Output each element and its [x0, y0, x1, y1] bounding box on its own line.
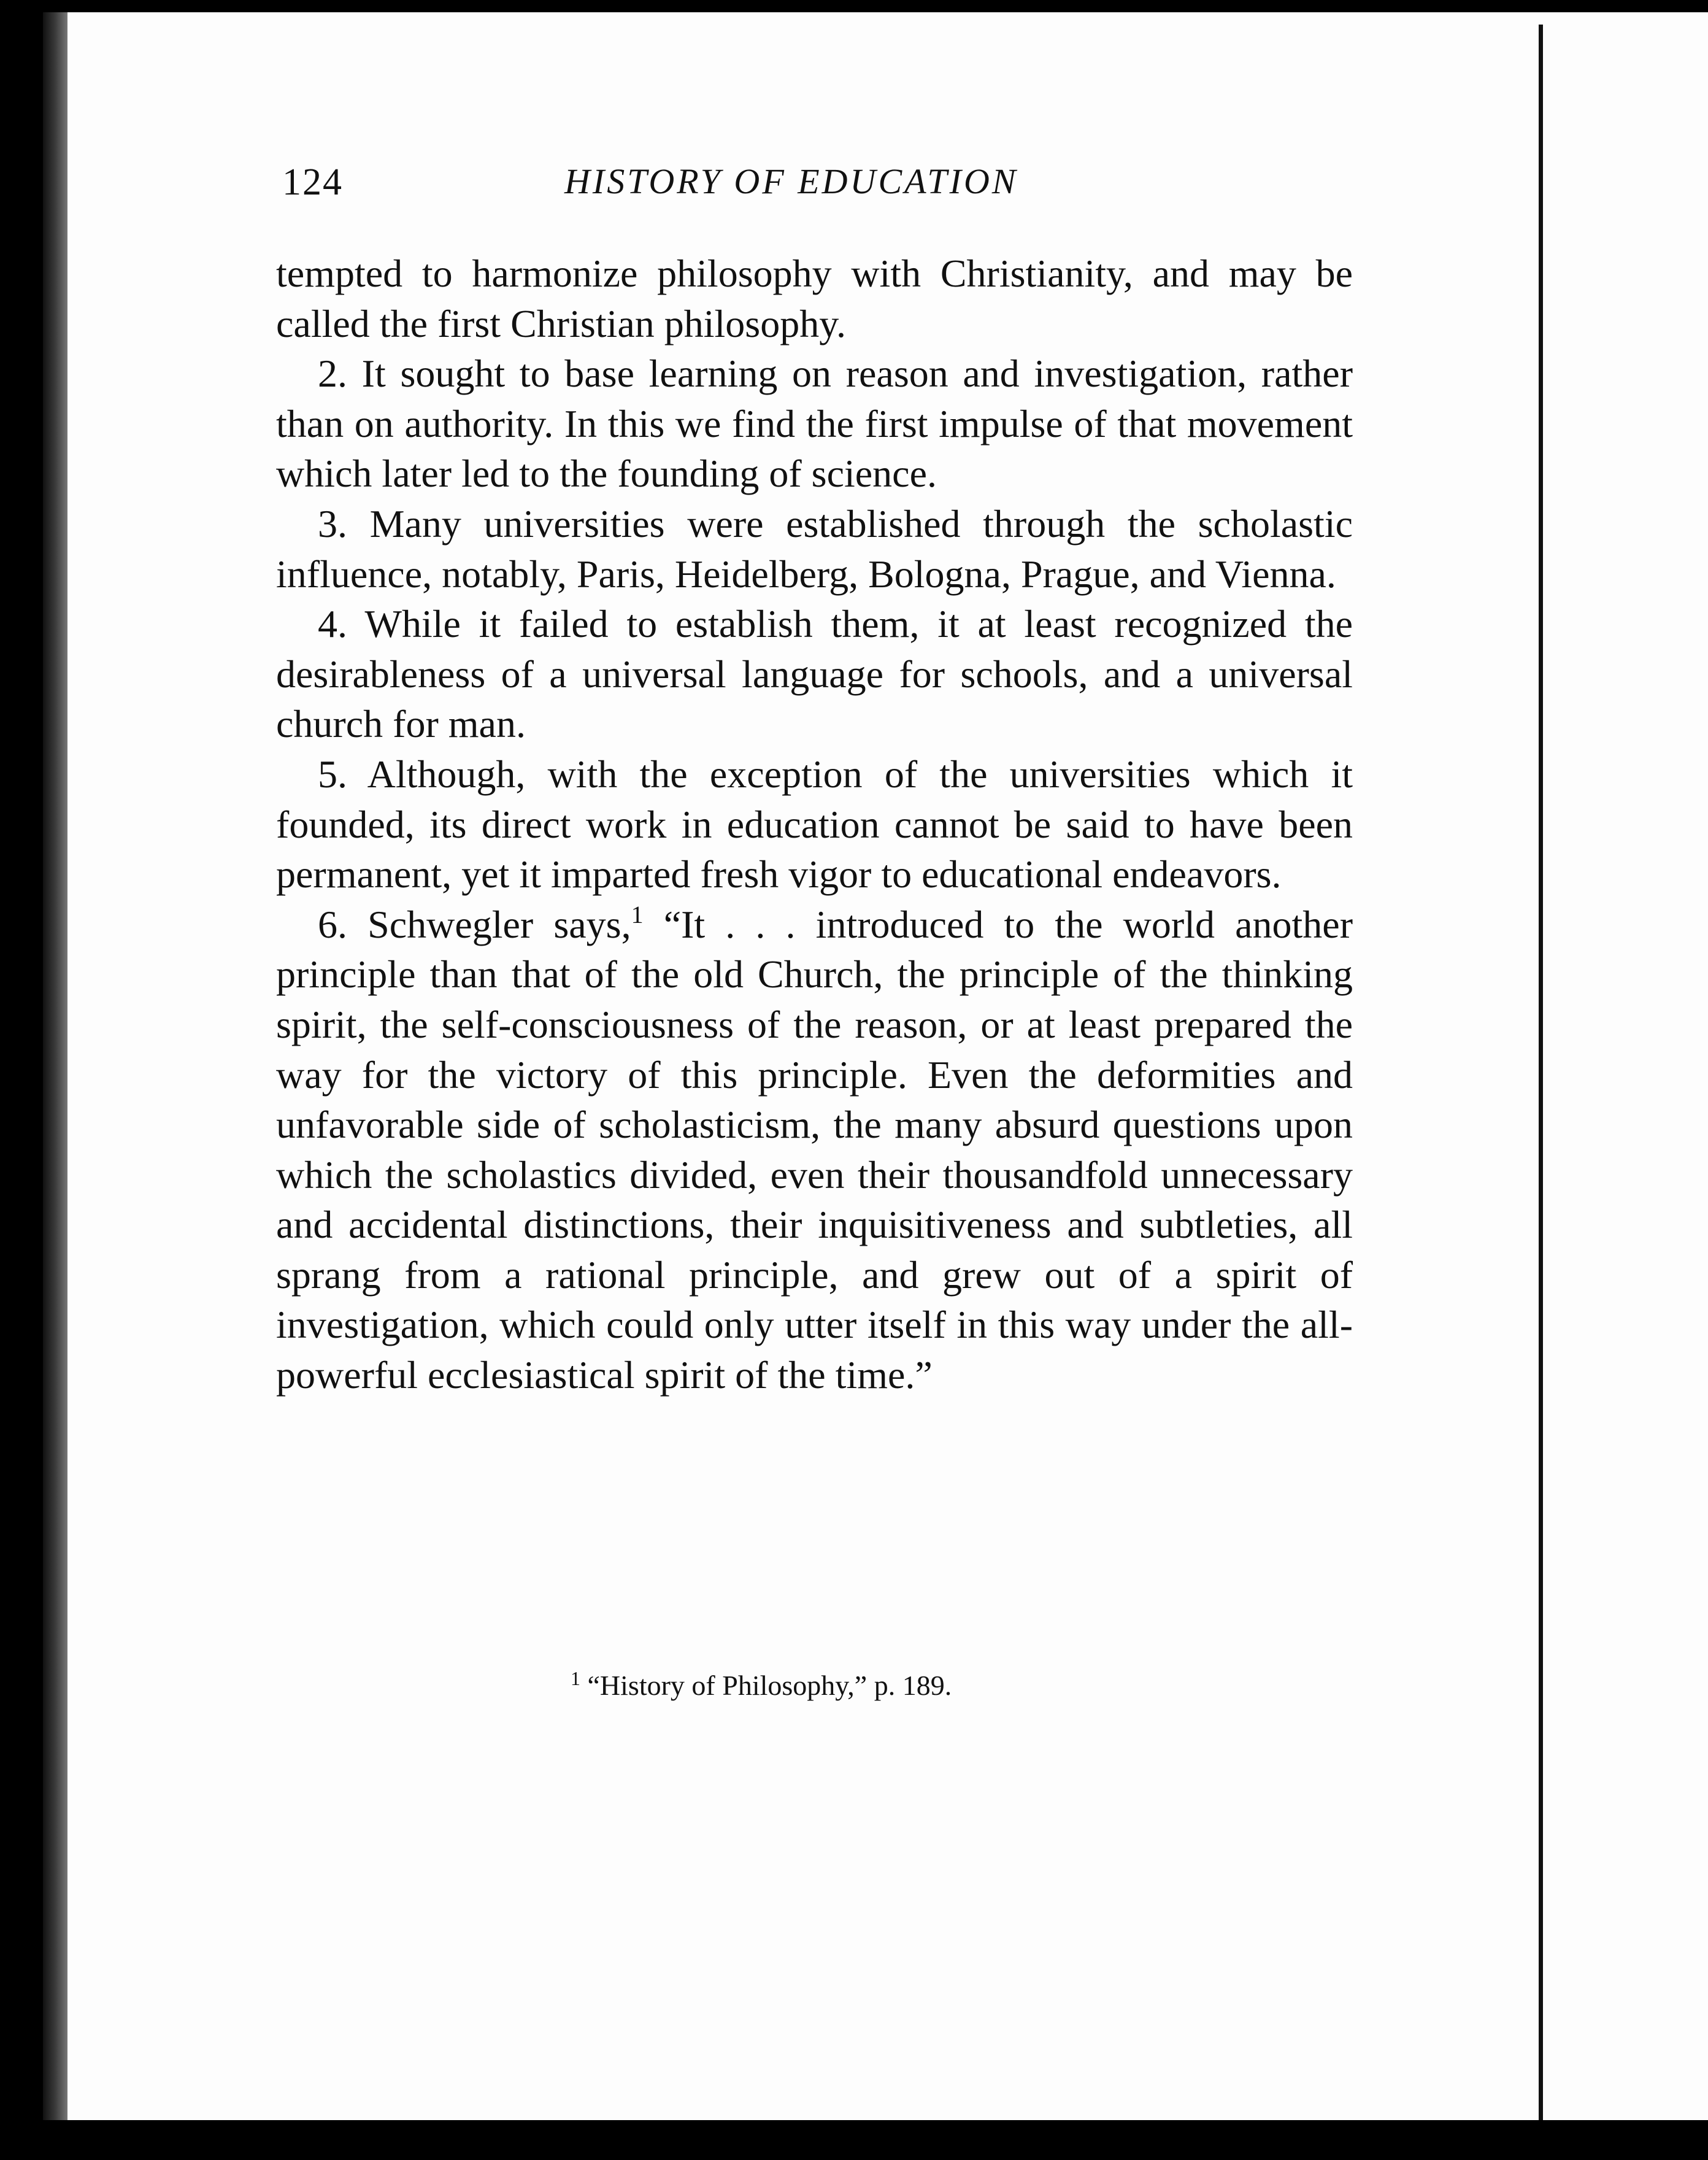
paragraph-6-lead: 6. Schwegler says,: [318, 902, 631, 946]
footnote-mark: 1: [571, 1667, 580, 1689]
page-title: HISTORY OF EDUCATION: [564, 161, 1018, 201]
page-number: 124: [282, 161, 343, 203]
footnote: [571, 1669, 1368, 1702]
footnote-reference: 1: [631, 900, 644, 928]
right-margin: [1543, 12, 1708, 2123]
body-text: [276, 249, 1353, 1400]
running-head: [282, 161, 1374, 210]
paragraph-5: 5. Although, with the exception of the universities which it founded, its direct work in education cannot be said to have been permanent, yet it imparted fresh vigor to educational endeavors.: [276, 752, 1353, 897]
paragraph-3: 3. Many universities were established through the scholastic influence, notably, Paris, Heidelberg, Bologna, Prague, and Vienna.: [276, 501, 1353, 596]
paragraph-2: 2. It sought to base learning on reason and investigation, rather than on authority. In this we find the first impulse of that movement which later led to the founding of science.: [276, 352, 1353, 496]
paragraph-4: 4. While it failed to establish them, it at least recognized the desirableness of a universal language for schools, and a universal church for man.: [276, 602, 1353, 746]
footnote-text: “History of Philosophy,” p. 189.: [580, 1670, 952, 1701]
bottom-scan-border: [0, 2120, 1708, 2160]
right-page-edge-rule: [1539, 25, 1543, 2123]
paragraph-6: [276, 900, 1353, 1400]
paragraph-continuation: tempted to harmonize philosophy with Christianity, and may be called the first Christian philosophy.: [276, 252, 1353, 345]
paragraph-6-quote: “It . . . introduced to the world another principle than that of the old Church, the principle of the thinking spirit, the self-consciousness of the reason, or at least prepared the way for the victory of this principle. Even the deformities and unfavorable side of scholasticism, the many absurd questions upon which the scholastics divided, even their thousandfold unnecessary and accidental distinctions, their inquisitiveness and subtleties, all sprang from a rational principle, and grew out of a spirit of investigation, which could only utter itself in this way under the all-powerful ecclesiastical spirit of the time.”: [276, 902, 1353, 1397]
